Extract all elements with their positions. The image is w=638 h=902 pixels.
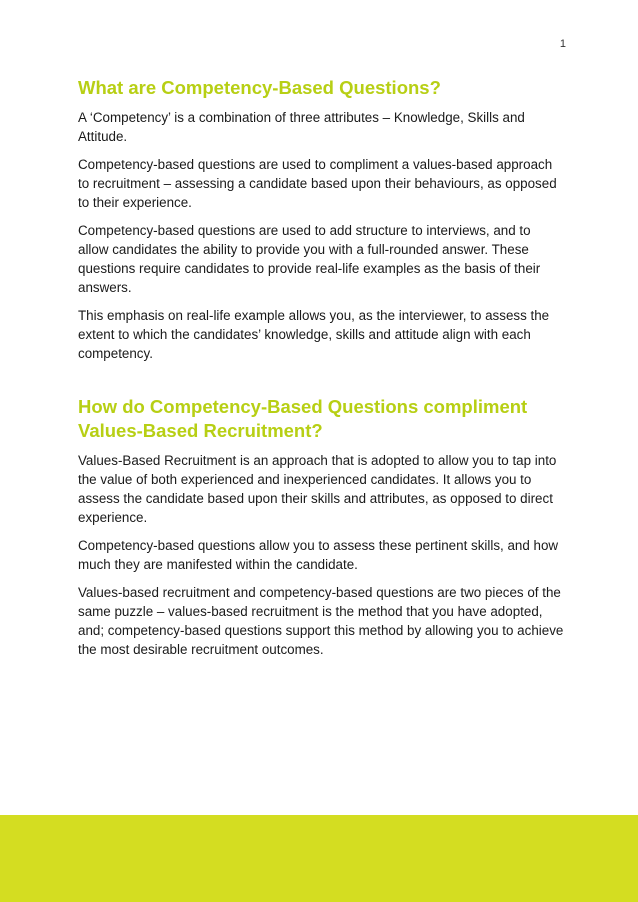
paragraph: This emphasis on real-life example allows you, as the interviewer, to assess the extent to which the candidates’ knowledge, skills and attitude align with each competency. xyxy=(78,308,550,361)
page-number: 1 xyxy=(559,38,566,50)
paragraph: A ‘Competency’ is a combination of three attributes – Knowledge, Skills and Attitude. xyxy=(78,110,525,144)
section-competency-compliment-values xyxy=(78,395,564,659)
section-what-are-competency-questions xyxy=(78,76,564,363)
footer-band xyxy=(0,815,638,902)
document-body xyxy=(78,76,564,668)
section-heading: How do Competency-Based Questions compliment Values-Based Recruitment? xyxy=(78,396,528,441)
paragraph: Competency-based questions are used to compliment a values-based approach to recruitment – assessing a candidate based upon their behaviours, as opposed to their experience. xyxy=(78,157,557,210)
paragraph: Values-Based Recruitment is an approach that is adopted to allow you to tap into the value of both experienced and inexperienced candidates. It allows you to assess the candidate based upon their skills and attributes, as opposed to direct experience. xyxy=(78,453,557,525)
paragraph: Values-based recruitment and competency-based questions are two pieces of the same puzzle – values-based recruitment is the method that you have adopted, and; competency-based questions support this method by allowing you to achieve the most desirable recruitment outcomes. xyxy=(78,585,564,657)
section-heading: What are Competency-Based Questions? xyxy=(78,77,441,98)
paragraph: Competency-based questions allow you to assess these pertinent skills, and how much they are manifested within the candidate. xyxy=(78,538,559,572)
paragraph: Competency-based questions are used to add structure to interviews, and to allow candidates the ability to provide you with a full-rounded answer. These questions require candidates to provide real-life examples as the basis of their answers. xyxy=(78,223,541,295)
